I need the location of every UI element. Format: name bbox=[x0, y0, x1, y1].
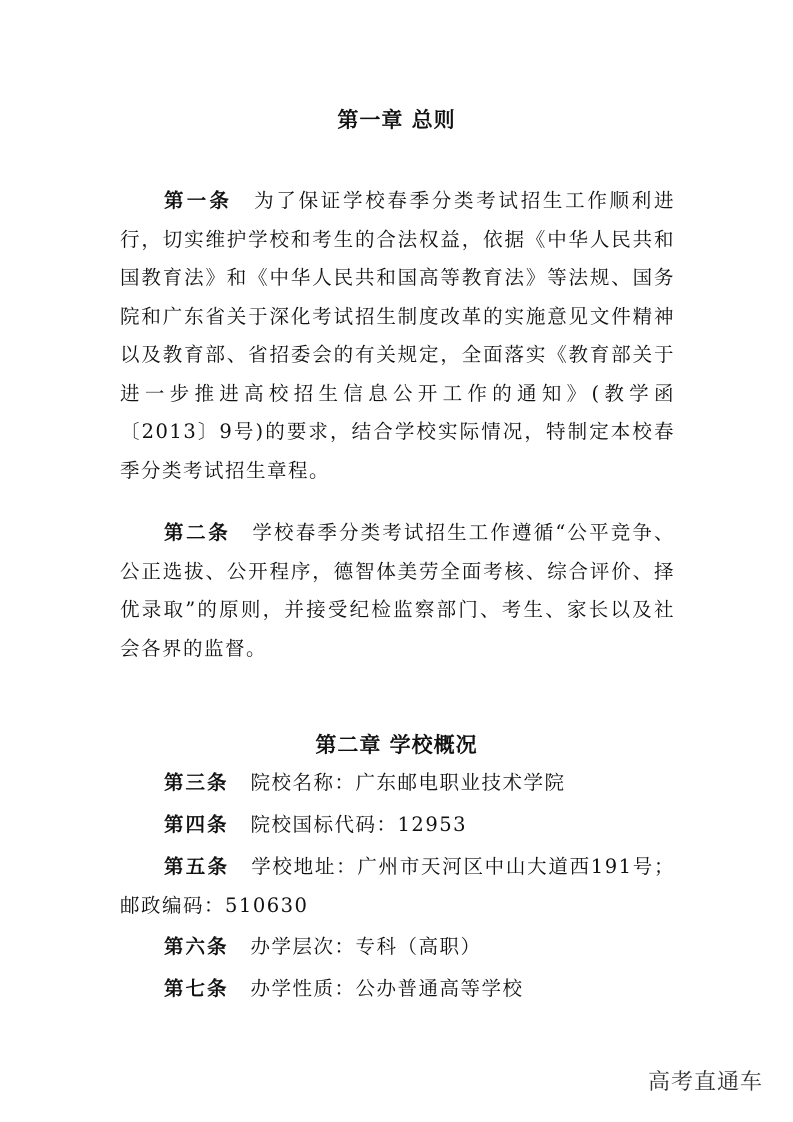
article-1-text: 为了保证学校春季分类考试招生工作顺利进行，切实维护学校和考生的合法权益，依据《中华人民共和国教育法》和《中华人民共和国高等教育法》等法规、国务院和广东省关于深化考试招生制度改革的实施意见文件精神以及教育部、省招委会的有关规定，全面落实《教育部关于进一步推进高校招生信息公开工作的通知》(教学函〔2013〕9号)的要求，结合学校实际情况，特制定本校春季分类考试招生章程。 bbox=[120, 189, 675, 482]
article-1-label: 第一条 bbox=[164, 189, 233, 212]
article-2-label: 第二条 bbox=[164, 521, 231, 544]
article-4-text: 院校国标代码：12953 bbox=[250, 813, 468, 836]
article-7-label: 第七条 bbox=[164, 977, 229, 1000]
article-3-label: 第三条 bbox=[164, 771, 229, 794]
article-5-text: 学校地址：广州市天河区中山大道西191号；邮政编码：510630 bbox=[120, 855, 675, 917]
article-2 bbox=[120, 514, 675, 668]
article-4 bbox=[120, 806, 675, 845]
watermark: 高考直通车 bbox=[647, 1070, 763, 1095]
article-7-text: 办学性质：公办普通高等学校 bbox=[250, 977, 524, 1000]
chapter-two-title: 第二章 学校概况 bbox=[315, 733, 478, 757]
article-4-label: 第四条 bbox=[164, 813, 229, 836]
article-6-text: 办学层次：专科（高职） bbox=[250, 935, 482, 958]
article-5 bbox=[120, 848, 675, 925]
article-6-label: 第六条 bbox=[164, 935, 229, 958]
article-1 bbox=[120, 182, 675, 490]
article-6 bbox=[120, 928, 675, 967]
article-2-text: 学校春季分类考试招生工作遵循“公平竞争、公正选拔、公开程序，德智体美劳全面考核、综合评价、择优录取”的原则，并接受纪检监察部门、考生、家长以及社会各界的监督。 bbox=[120, 521, 675, 660]
article-7 bbox=[120, 970, 675, 1009]
article-5-label: 第五条 bbox=[164, 855, 230, 878]
article-3 bbox=[120, 764, 675, 803]
chapter-one-title: 第一章 总则 bbox=[337, 108, 456, 132]
article-3-text: 院校名称：广东邮电职业技术学院 bbox=[250, 771, 566, 794]
